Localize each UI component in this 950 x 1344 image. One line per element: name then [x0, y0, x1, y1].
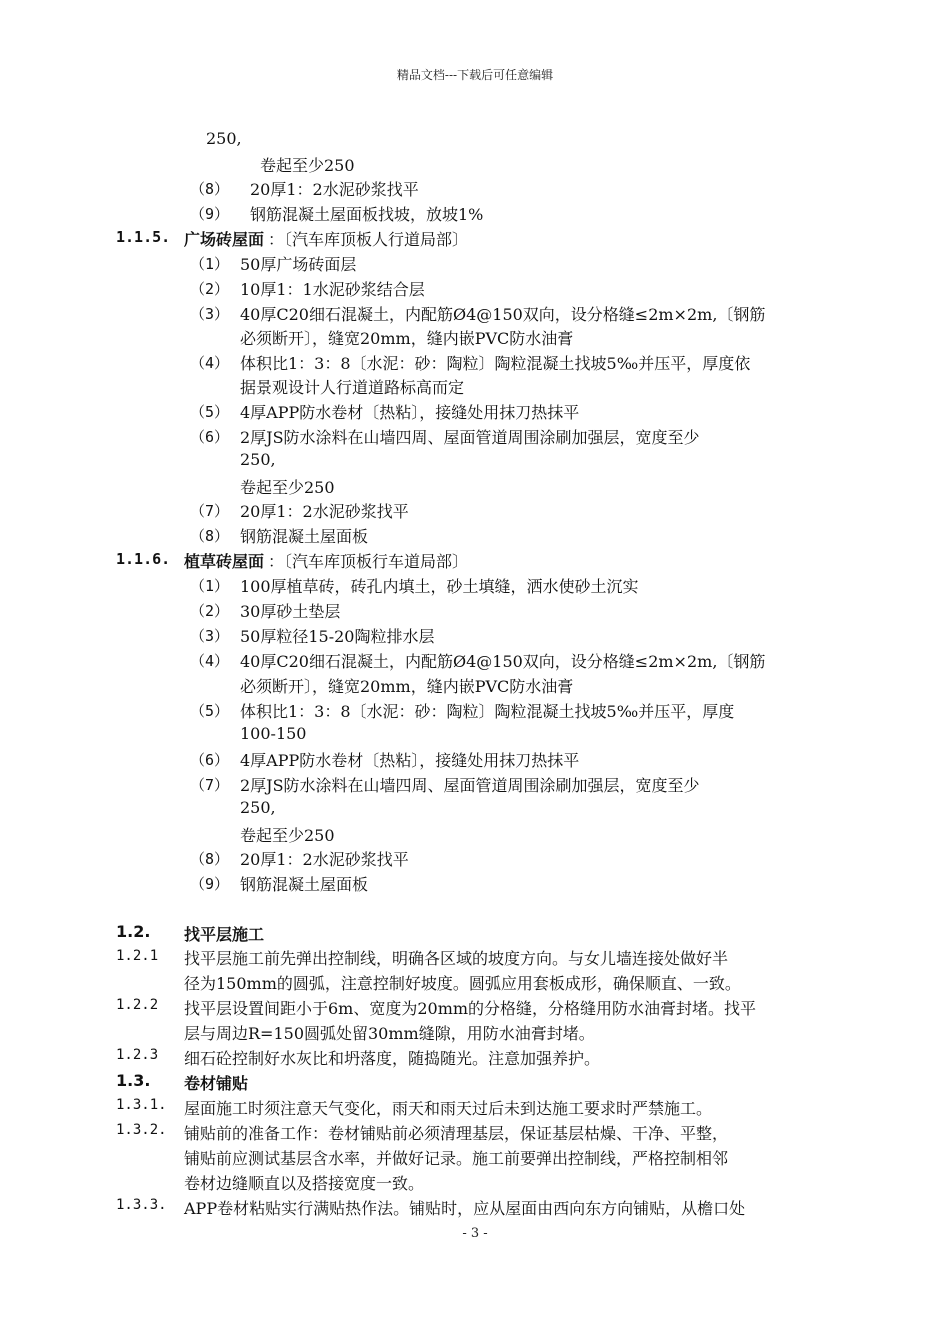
section-1-1-5-scope: ：〔汽车库顶板人行道局部〕	[268, 230, 469, 249]
s116-item-7-num: （7）	[190, 776, 230, 794]
para-1-3-1-line-1: 屋面施工时须注意天气变化，雨天和雨天过后未到达施工要求时严禁施工。	[184, 1099, 713, 1118]
s115-item-2-text: 10厚1：1水泥砂浆结合层	[240, 280, 425, 299]
section-1-2-title: 找平层施工	[184, 925, 265, 944]
para-1-3-3-line-1: APP卷材粘贴实行满贴热作法。铺贴时，应从屋面由西向东方向铺贴，从檐口处	[184, 1199, 746, 1218]
cont-line-250: 250,	[206, 129, 242, 148]
s115-item-4-num: （4）	[190, 354, 230, 372]
para-1-2-2-line-1: 找平层设置间距小于6m、宽度为20mm的分格缝，分格缝用防水油膏封堵。找平	[184, 999, 757, 1018]
section-1-1-5-title: 广场砖屋面	[184, 230, 265, 249]
cont-line-roll: 卷起至少250	[260, 156, 355, 175]
s115-item-3-num: （3）	[190, 305, 230, 323]
section-1-1-6-number: 1.1.6.	[116, 550, 171, 568]
s115-item-1-num: （1）	[190, 255, 230, 273]
s116-item-7-text-cont2: 卷起至少250	[240, 826, 335, 845]
cont-item-9-text: 钢筋混凝土屋面板找坡，放坡1%	[250, 205, 484, 224]
para-1-2-1-number: 1.2.1	[116, 948, 159, 964]
s115-item-1-text: 50厚广场砖面层	[240, 255, 357, 274]
s115-item-6-text-cont2: 卷起至少250	[240, 478, 335, 497]
para-1-3-2-line-2: 铺贴前应测试基层含水率，并做好记录。施工前要弹出控制线，严格控制相邻	[184, 1149, 729, 1168]
s115-item-4-text-cont: 据景观设计人行道道路标高而定	[240, 378, 465, 397]
para-1-2-1-line-1: 找平层施工前先弹出控制线，明确各区域的坡度方向。与女儿墙连接处做好半	[184, 949, 729, 968]
cont-item-8-num: （8）	[190, 180, 230, 198]
s116-item-6-num: （6）	[190, 751, 230, 769]
s116-item-2-num: （2）	[190, 602, 230, 620]
s116-item-5-text: 体积比1：3：8〔水泥：砂：陶粒〕陶粒混凝土找坡5‰并压平，厚度	[240, 702, 735, 721]
s115-item-2-num: （2）	[190, 280, 230, 298]
s116-item-7-text: 2厚JS防水涂料在山墙四周、屋面管道周围涂刷加强层，宽度至少	[240, 776, 700, 795]
section-1-1-5-number: 1.1.5.	[116, 228, 171, 246]
s115-item-7-text: 20厚1：2水泥砂浆找平	[240, 502, 409, 521]
para-1-3-1-number: 1.3.1.	[116, 1097, 167, 1113]
page-header: 精品文档---下载后可任意编辑	[396, 68, 554, 82]
cont-item-8-text: 20厚1：2水泥砂浆找平	[250, 180, 419, 199]
s115-item-5-text: 4厚APP防水卷材〔热粘〕，接缝处用抹刀热抹平	[240, 403, 580, 422]
para-1-2-3-number: 1.2.3	[116, 1047, 159, 1063]
s115-item-7-num: （7）	[190, 502, 230, 520]
para-1-3-3-number: 1.3.3.	[116, 1197, 167, 1213]
s116-item-4-text-cont: 必须断开〕，缝宽20mm，缝内嵌PVC防水油膏	[240, 677, 574, 696]
s116-item-5-num: （5）	[190, 702, 230, 720]
s116-item-1-num: （1）	[190, 577, 230, 595]
para-1-2-1-line-2: 径为150mm的圆弧，注意控制好坡度。圆弧应用套板成形，确保顺直、一致。	[184, 974, 741, 993]
s116-item-8-text: 20厚1：2水泥砂浆找平	[240, 850, 409, 869]
para-1-2-3-line-1: 细石砼控制好水灰比和坍落度，随捣随光。注意加强养护。	[184, 1049, 601, 1068]
s116-item-5-text-cont: 100-150	[240, 724, 307, 743]
s116-item-6-text: 4厚APP防水卷材〔热粘〕，接缝处用抹刀热抹平	[240, 751, 580, 770]
section-1-3-title: 卷材铺贴	[184, 1074, 249, 1093]
s115-item-3-text: 40厚C20细石混凝土，内配筋Ø4@150双向，设分格缝≤2m×2m,〔钢筋	[240, 305, 766, 324]
s115-item-3-text-cont: 必须断开〕，缝宽20mm，缝内嵌PVC防水油膏	[240, 329, 574, 348]
s115-item-8-text: 钢筋混凝土屋面板	[240, 527, 369, 546]
section-1-1-6-title: 植草砖屋面	[184, 552, 265, 571]
s115-item-6-num: （6）	[190, 428, 230, 446]
s115-item-5-num: （5）	[190, 403, 230, 421]
s116-item-3-text: 50厚粒径15-20陶粒排水层	[240, 627, 435, 646]
s115-item-6-text-cont: 250,	[240, 450, 276, 469]
s116-item-4-num: （4）	[190, 652, 230, 670]
s116-item-7-text-cont: 250,	[240, 798, 276, 817]
section-1-3-number: 1.3.	[116, 1071, 151, 1090]
s116-item-3-num: （3）	[190, 627, 230, 645]
cont-item-9-num: （9）	[190, 205, 230, 223]
s116-item-9-num: （9）	[190, 875, 230, 893]
para-1-3-2-number: 1.3.2.	[116, 1122, 167, 1138]
section-1-1-6-scope: ：〔汽车库顶板行车道局部〕	[268, 552, 469, 571]
s116-item-8-num: （8）	[190, 850, 230, 868]
s116-item-9-text: 钢筋混凝土屋面板	[240, 875, 369, 894]
section-1-2-number: 1.2.	[116, 922, 151, 941]
s116-item-2-text: 30厚砂土垫层	[240, 602, 341, 621]
s115-item-4-text: 体积比1：3：8〔水泥：砂：陶粒〕陶粒混凝土找坡5‰并压平，厚度依	[240, 354, 751, 373]
para-1-2-2-line-2: 层与周边R=150圆弧处留30mm缝隙，用防水油膏封堵。	[184, 1024, 595, 1043]
s115-item-8-num: （8）	[190, 527, 230, 545]
s116-item-1-text: 100厚植草砖，砖孔内填土，砂土填缝，洒水使砂土沉实	[240, 577, 639, 596]
para-1-3-2-line-1: 铺贴前的准备工作：卷材铺贴前必须清理基层，保证基层枯燥、干净、平整，	[184, 1124, 729, 1143]
para-1-3-2-line-3: 卷材边缝顺直以及搭接宽度一致。	[184, 1174, 425, 1193]
para-1-2-2-number: 1.2.2	[116, 997, 159, 1013]
s116-item-4-text: 40厚C20细石混凝土，内配筋Ø4@150双向，设分格缝≤2m×2m,〔钢筋	[240, 652, 766, 671]
page-number: - 3 -	[462, 1226, 488, 1241]
s115-item-6-text: 2厚JS防水涂料在山墙四周、屋面管道周围涂刷加强层，宽度至少	[240, 428, 700, 447]
